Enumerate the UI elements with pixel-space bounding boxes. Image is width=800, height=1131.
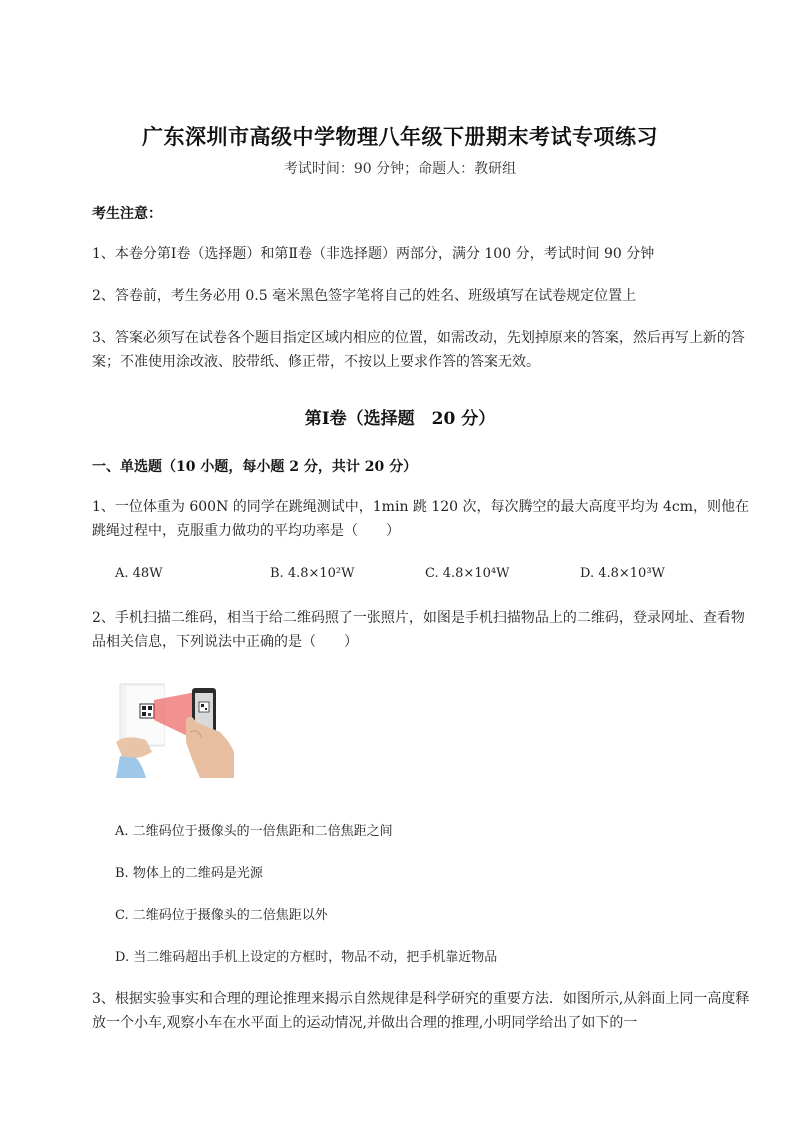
notice-item-2: 2、答卷前，考生务必用 0.5 毫米黑色签字笔将自己的姓名、班级填写在试卷规定位置上 — [92, 288, 637, 304]
question-3-stem: 3、根据实验事实和合理的理论推理来揭示自然规律是科学研究的重要方法．如图所示,从斜面上同一高度释放一个小车,观察小车在水平面上的运动情况,并做出合理的推理,小明同学给出了如下的一 — [92, 991, 750, 1031]
question-2-option-d[interactable]: D. 当二维码超出手机上设定的方框时，物品不动，把手机靠近物品 — [115, 950, 498, 965]
question-2-stem: 2、手机扫描二维码，相当于给二维码照了一张照片，如图是手机扫描物品上的二维码，登录网址、查看物品相关信息，下列说法中正确的是（ ） — [92, 610, 745, 650]
exam-subtitle: 考试时间：90 分钟；命题人：教研组 — [283, 161, 517, 177]
question-1-option-b[interactable]: B. 4.8×10²W — [270, 566, 355, 581]
question-1-stem: 1、一位体重为 600N 的同学在跳绳测试中，1min 跳 120 次，每次腾空的最大高度平均为 4cm，则他在跳绳过程中，克服重力做功的平均功率是（ ） — [92, 499, 749, 539]
qr-scan-figure — [116, 682, 234, 778]
section-title: 第Ⅰ卷（选择题 20 分） — [304, 409, 496, 429]
question-2-option-b[interactable]: B. 物体上的二维码是光源 — [115, 866, 263, 881]
question-1-option-c[interactable]: C. 4.8×10⁴W — [425, 566, 510, 581]
question-2-option-a[interactable]: A. 二维码位于摄像头的一倍焦距和二倍焦距之间 — [115, 824, 393, 839]
phone-scanning-qr-image — [116, 682, 234, 778]
qr-code-icon — [140, 704, 154, 718]
notice-item-1: 1、本卷分第Ⅰ卷（选择题）和第Ⅱ卷（非选择题）两部分，满分 100 分，考试时间 90 分钟 — [92, 246, 655, 262]
question-1-option-d[interactable]: D. 4.8×10³W — [580, 566, 665, 581]
exam-title: 广东深圳市高级中学物理八年级下册期末考试专项练习 — [142, 124, 658, 149]
notice-heading: 考生注意： — [92, 206, 162, 222]
notice-item-3: 3、答案必须写在试卷各个题目指定区域内相应的位置，如需改动，先划掉原来的答案，然后再写上新的答案；不准使用涂改液、胶带纸、修正带，不按以上要求作答的答案无效。 — [92, 330, 745, 370]
question-2-option-c[interactable]: C. 二维码位于摄像头的二倍焦距以外 — [115, 908, 328, 923]
question-1-option-a[interactable]: A. 48W — [115, 566, 163, 581]
part-heading: 一、单选题（10 小题，每小题 2 分，共计 20 分） — [92, 459, 418, 475]
